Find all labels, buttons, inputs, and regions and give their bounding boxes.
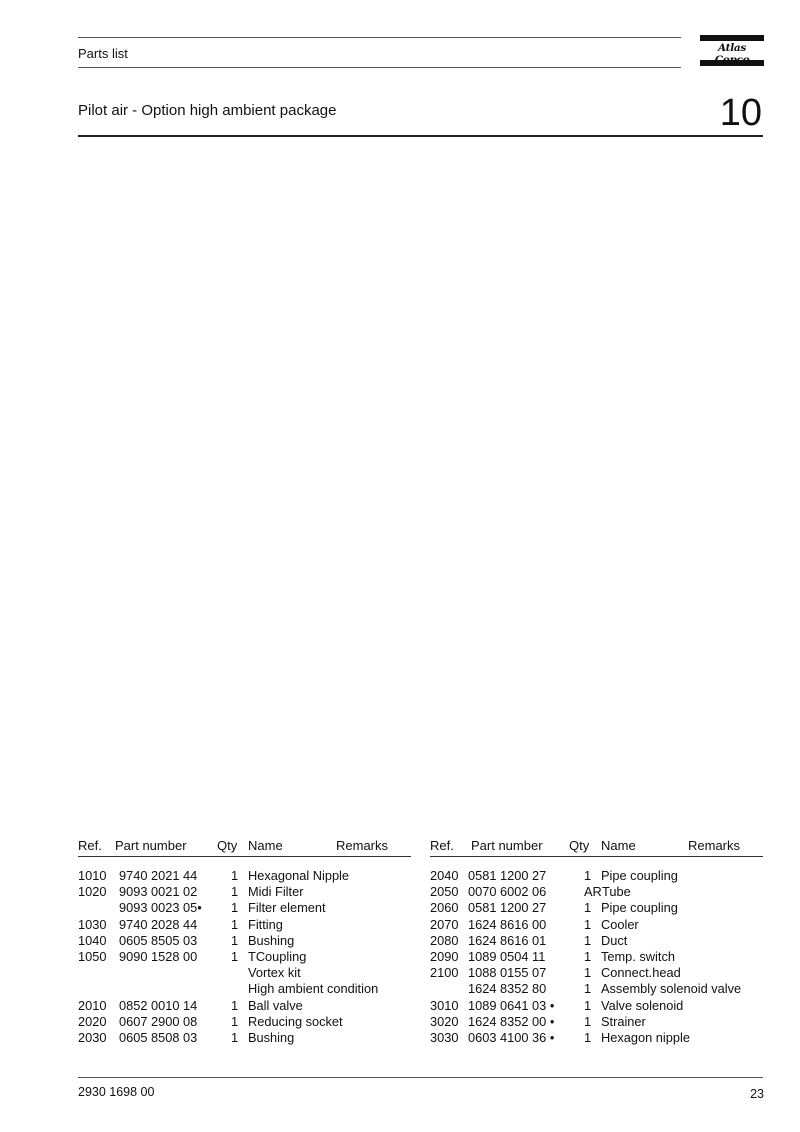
row-part-number: 9740 2028 44 xyxy=(119,916,198,932)
row-ref: 2030 xyxy=(78,1030,107,1045)
table-row xyxy=(430,965,763,981)
row-name: TCoupling xyxy=(248,949,307,964)
row-part-number: 1089 0504 11 xyxy=(468,949,546,964)
row-name: Midi Filter xyxy=(248,884,304,900)
row-ref: 2090 xyxy=(430,949,459,964)
row-ref: 2020 xyxy=(78,1013,107,1029)
row-qty: 1 xyxy=(231,932,239,948)
header-remarks: Remarks xyxy=(688,838,741,853)
row-ref: 1040 xyxy=(78,932,107,948)
table-row xyxy=(430,1030,763,1046)
row-name: Reducing socket xyxy=(248,1013,343,1029)
row-name: Strainer xyxy=(601,1013,646,1029)
row-name: Tube xyxy=(602,884,631,900)
row-qty: 1 xyxy=(231,1013,239,1029)
row-part-number: 9740 2021 44 xyxy=(119,868,198,883)
row-qty: 1 xyxy=(231,900,239,916)
section-title: Pilot air - Option high ambient package xyxy=(78,102,337,119)
row-ref: 3030 xyxy=(430,1030,459,1045)
row-ref: 2010 xyxy=(78,997,107,1013)
page-number: 23 xyxy=(750,1087,764,1101)
row-name: Hexagon nipple xyxy=(601,1030,690,1045)
row-ref: 2070 xyxy=(430,916,459,932)
header-ref: Ref. xyxy=(430,838,454,853)
row-ref: 3010 xyxy=(430,997,459,1013)
table-row xyxy=(78,884,411,900)
table-row xyxy=(78,949,411,965)
row-qty: 1 xyxy=(584,949,592,964)
table-row xyxy=(430,981,763,997)
footer-rule xyxy=(78,1077,763,1078)
row-name: Duct xyxy=(601,932,628,948)
row-part-number: 1624 8616 01 xyxy=(468,932,547,948)
row-ref: 1030 xyxy=(78,916,107,932)
row-qty: 1 xyxy=(584,916,592,932)
row-qty: 1 xyxy=(584,965,592,981)
row-part-number: 0852 0010 14 xyxy=(119,997,198,1013)
row-name: Hexagonal Nipple xyxy=(248,868,350,883)
row-name: Valve solenoid xyxy=(601,997,684,1013)
row-name: Temp. switch xyxy=(601,949,675,964)
table-row xyxy=(78,917,411,933)
row-qty: 1 xyxy=(584,900,592,916)
row-part-number: 0605 8505 03 xyxy=(119,932,198,948)
row-part-number: 1088 0155 07 xyxy=(468,965,547,981)
row-name: Ball valve xyxy=(248,997,303,1013)
row-qty: 1 xyxy=(231,916,239,932)
row-name: Pipe coupling xyxy=(601,868,678,883)
row-part-number: 0605 8508 03 xyxy=(119,1030,198,1045)
document-number: 2930 1698 00 xyxy=(78,1085,155,1099)
row-part-number: 0581 1200 27 xyxy=(468,900,547,916)
table-row xyxy=(78,981,411,997)
row-part-number: 0581 1200 27 xyxy=(468,868,547,883)
row-qty: 1 xyxy=(231,884,239,900)
table-row xyxy=(430,868,763,884)
row-ref: 2040 xyxy=(430,868,459,883)
table-row xyxy=(430,917,763,933)
table-row xyxy=(430,1014,763,1030)
row-qty: 1 xyxy=(231,1030,239,1045)
logo-top-bar xyxy=(700,35,764,41)
row-ref: 2060 xyxy=(430,900,459,916)
row-name: Fitting xyxy=(248,916,283,932)
row-qty: AR xyxy=(584,884,602,900)
row-name: High ambient condition xyxy=(248,981,379,997)
header-qty: Qty xyxy=(569,838,590,853)
row-part-number: 9090 1528 00 xyxy=(119,949,198,964)
header-rule xyxy=(78,856,411,857)
header-ref: Ref. xyxy=(78,838,102,853)
logo-bottom-bar xyxy=(700,60,764,66)
table-row xyxy=(78,1014,411,1030)
row-name: Assembly solenoid valve xyxy=(601,981,742,997)
logo-text: Atlas xyxy=(717,42,747,54)
row-qty: 1 xyxy=(584,981,592,997)
header-bottom-rule xyxy=(78,67,681,68)
row-qty: 1 xyxy=(584,997,592,1013)
header-remarks: Remarks xyxy=(336,838,389,853)
row-part-number: 1624 8352 00 • xyxy=(468,1013,555,1029)
row-ref: 1020 xyxy=(78,884,107,900)
row-part-number: 0607 2900 08 xyxy=(119,1013,198,1029)
row-qty: 1 xyxy=(584,868,592,883)
title-underline xyxy=(78,135,763,137)
row-part-number: 9093 0021 02 xyxy=(119,884,198,900)
row-part-number: 9093 0023 05• xyxy=(119,900,202,916)
table-row xyxy=(430,884,763,900)
row-part-number: 1624 8616 00 xyxy=(468,916,547,932)
table-row xyxy=(430,900,763,916)
row-ref: 1050 xyxy=(78,949,107,964)
header-part-number: Part number xyxy=(471,838,543,853)
header-qty: Qty xyxy=(217,838,238,853)
row-ref: 2080 xyxy=(430,932,459,948)
atlas-copco-logo xyxy=(700,34,764,68)
row-name: Vortex kit xyxy=(248,965,301,981)
table-row xyxy=(78,900,411,916)
row-name: Bushing xyxy=(248,1030,295,1045)
row-ref: 2050 xyxy=(430,884,459,900)
table-row xyxy=(78,933,411,949)
table-row xyxy=(430,998,763,1014)
row-part-number: 1089 0641 03 • xyxy=(468,997,555,1013)
header-part-number: Part number xyxy=(115,838,187,853)
row-qty: 1 xyxy=(584,1013,592,1029)
row-qty: 1 xyxy=(231,997,239,1013)
table-row xyxy=(78,868,411,884)
row-name: Filter element xyxy=(248,900,326,916)
row-qty: 1 xyxy=(584,932,592,948)
table-row xyxy=(78,965,411,981)
row-ref: 1010 xyxy=(78,868,107,883)
row-ref: 2100 xyxy=(430,965,459,981)
table-row xyxy=(78,1030,411,1046)
table-row xyxy=(430,933,763,949)
row-ref: 3020 xyxy=(430,1013,459,1029)
header-top-rule xyxy=(78,37,681,38)
row-name: Bushing xyxy=(248,932,295,948)
header-name: Name xyxy=(601,838,636,853)
table-row xyxy=(78,998,411,1014)
row-name: Pipe coupling xyxy=(601,900,678,916)
row-qty: 1 xyxy=(231,868,239,883)
header-rule xyxy=(430,856,763,857)
section-number: 10 xyxy=(719,92,762,134)
row-name: Cooler xyxy=(601,916,639,932)
row-qty: 1 xyxy=(231,949,239,964)
header-label: Parts list xyxy=(78,46,128,61)
table-row xyxy=(430,949,763,965)
row-part-number: 0070 6002 06 xyxy=(468,884,547,900)
header-name: Name xyxy=(248,838,283,853)
row-part-number: 1624 8352 80 xyxy=(468,981,547,997)
row-part-number: 0603 4100 36 • xyxy=(468,1030,555,1045)
row-name: Connect.head xyxy=(601,965,681,981)
row-qty: 1 xyxy=(584,1030,592,1045)
